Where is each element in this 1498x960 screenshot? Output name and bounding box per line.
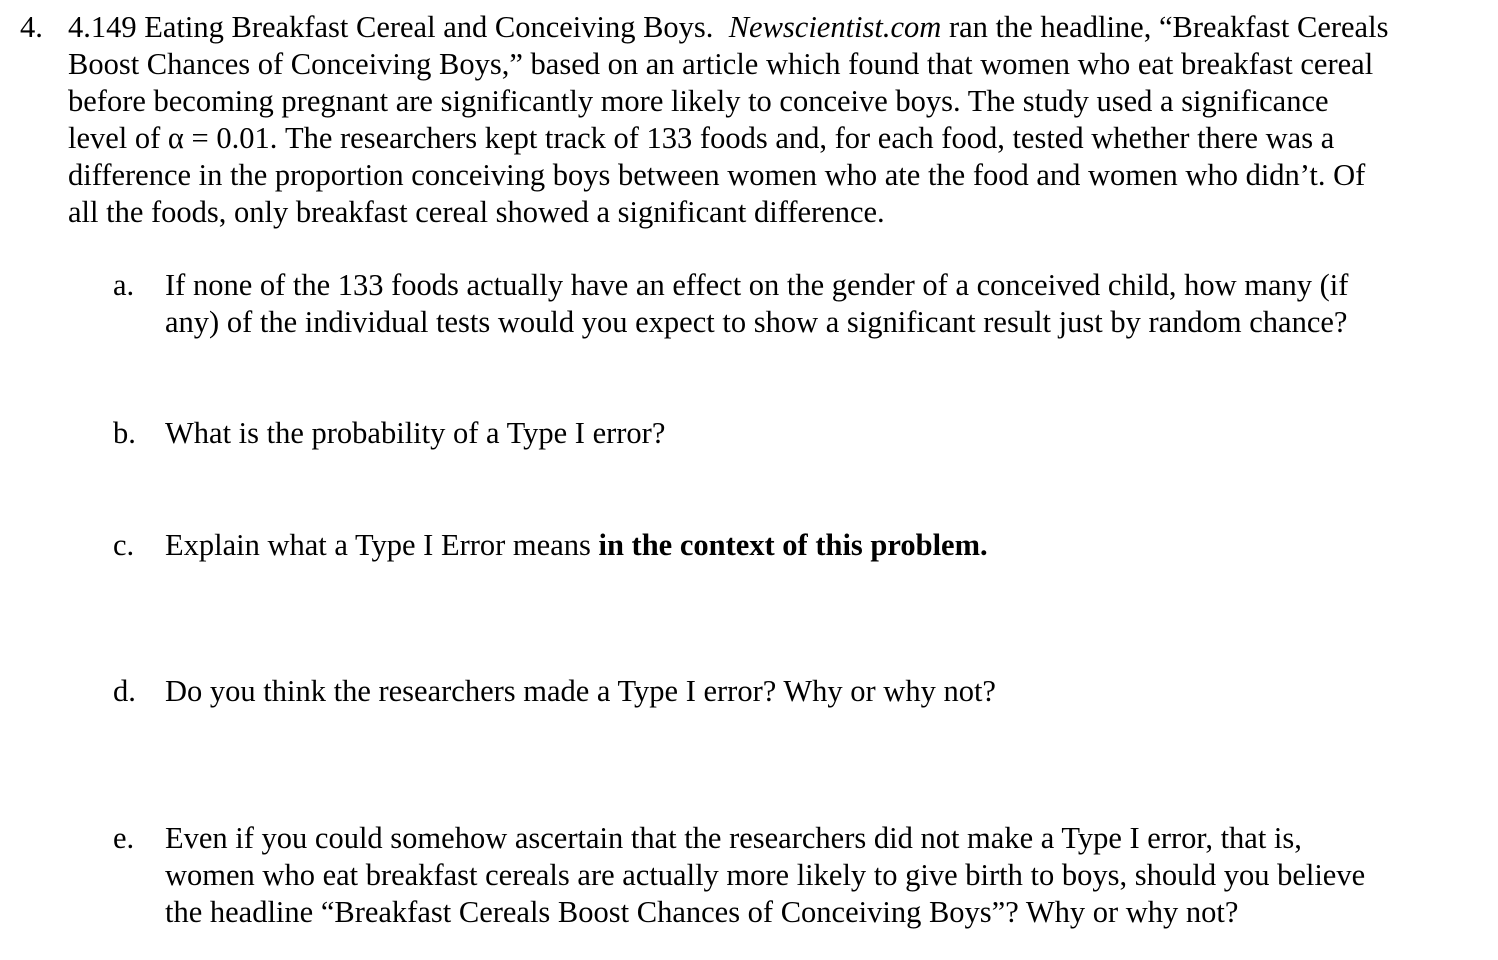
part-e-line-3: the headline “Breakfast Cereals Boost Chances of Conceiving Boys”? Why or why not? — [165, 895, 1239, 929]
source-site: Newscientist.com — [728, 10, 942, 44]
part-a-line-2: any) of the individual tests would you expect to show a significant result just by random chance? — [165, 305, 1348, 339]
part-letter-c: c. — [113, 528, 135, 562]
problem-first-line — [68, 9, 1478, 46]
part-c-bold-text: in the context of this problem. — [598, 528, 988, 562]
part-b-text: What is the probability of a Type I error? — [165, 416, 666, 450]
problem-statement — [68, 9, 1478, 231]
part-e-line-1: Even if you could somehow ascertain that the researchers did not make a Type I error, that is, — [165, 821, 1302, 855]
part-letter-d: d. — [113, 674, 136, 708]
part-c-plain-text: Explain what a Type I Error means — [165, 528, 599, 562]
part-d-text: Do you think the researchers made a Type I error? Why or why not? — [165, 674, 996, 708]
part-letter-e: e. — [113, 821, 135, 855]
problem-title: 4.149 Eating Breakfast Cereal and Conceiving Boys. — [68, 10, 714, 44]
problem-line-3: before becoming pregnant are significantly more likely to conceive boys. The study used a significance — [68, 84, 1329, 118]
part-c-text — [165, 527, 1455, 564]
problem-line-2: Boost Chances of Conceiving Boys,” based on an article which found that women who eat breakfast cereal — [68, 47, 1374, 81]
part-e-text — [165, 820, 1455, 931]
part-letter-b: b. — [113, 416, 136, 450]
part-a-line-1: If none of the 133 foods actually have an effect on the gender of a conceived child, how many (if — [165, 268, 1349, 302]
problem-line-4: level of α = 0.01. The researchers kept track of 133 foods and, for each food, tested whether there was a — [68, 121, 1335, 155]
problem-line-6: all the foods, only breakfast cereal showed a significant difference. — [68, 195, 885, 229]
part-letter-a: a. — [113, 268, 135, 302]
problem-line-1: ran the headline, “Breakfast Cereals — [948, 10, 1389, 44]
part-a-text — [165, 267, 1455, 341]
problem-line-5: difference in the proportion conceiving boys between women who ate the food and women who didn’t. Of — [68, 158, 1366, 192]
problem-number: 4. — [20, 10, 43, 44]
part-e-line-2: women who eat breakfast cereals are actually more likely to give birth to boys, should you believe — [165, 858, 1366, 892]
